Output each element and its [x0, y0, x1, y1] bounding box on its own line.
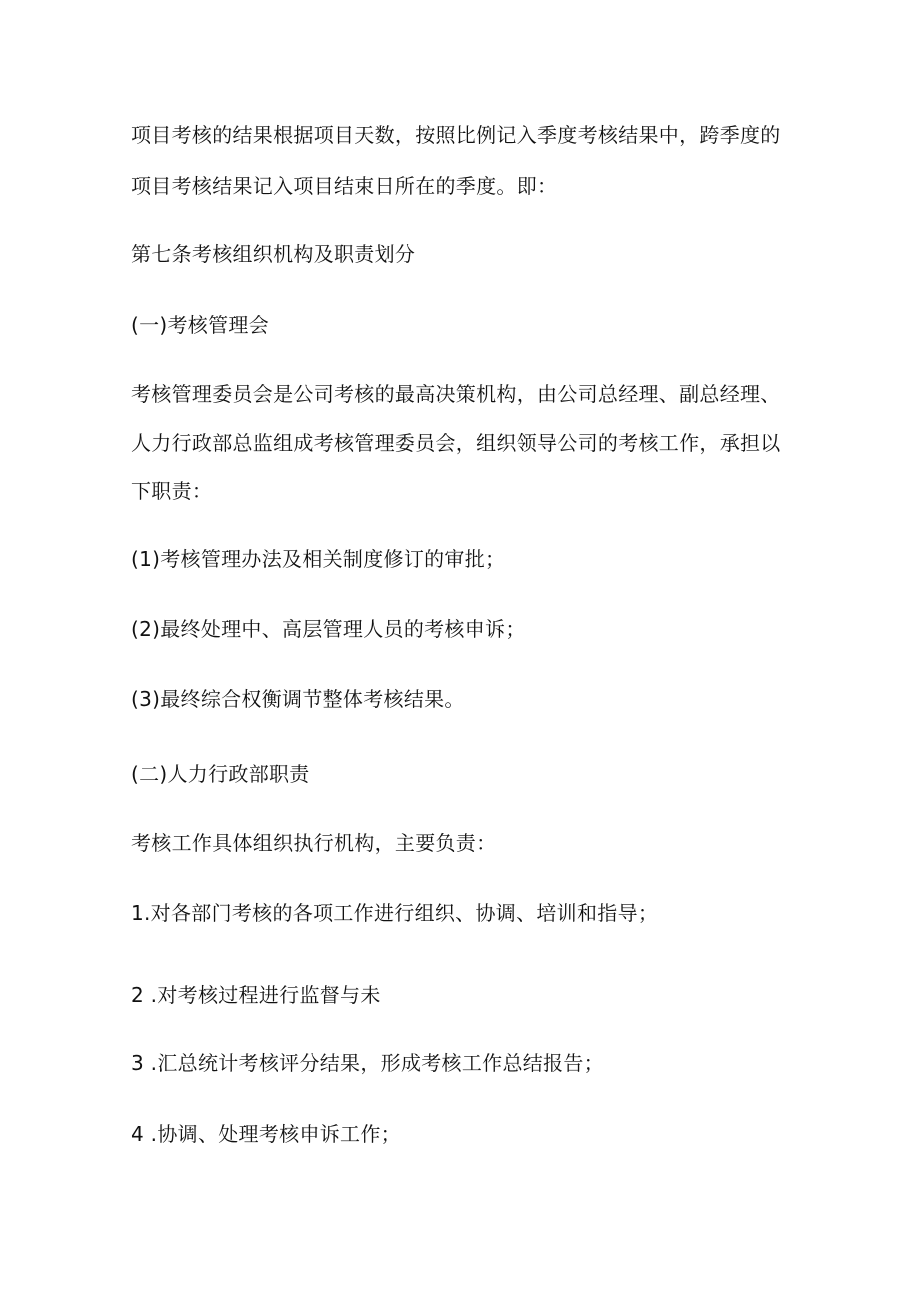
paragraph-line-4: 人力行政部总监组成考核管理委员会，组织领导公司的考核工作，承担以	[131, 431, 781, 455]
paragraph-line-3: 考核管理委员会是公司考核的最高决策机构，由公司总经理、副总经理、	[131, 382, 781, 406]
list-item-1: (1)考核管理办法及相关制度修订的审批；	[131, 547, 506, 571]
section-heading-2: (二)人力行政部职责	[131, 762, 310, 786]
paragraph-line-5: 下职责：	[131, 479, 213, 503]
paragraph-line-6: 考核工作具体组织执行机构，主要负责：	[131, 831, 497, 855]
numbered-item-2: 2 .对考核过程进行监督与未	[131, 983, 381, 1007]
article-heading: 第七条考核组织机构及职责划分	[131, 242, 416, 266]
numbered-item-1: 1.对各部门考核的各项工作进行组织、协调、培训和指导；	[131, 901, 659, 925]
paragraph-line-1: 项目考核的结果根据项目天数，按照比例记入季度考核结果中，跨季度的	[131, 123, 781, 147]
numbered-item-3: 3 .汇总统计考核评分结果，形成考核工作总结报告；	[131, 1051, 604, 1075]
section-heading-1: (一)考核管理会	[131, 313, 270, 337]
numbered-item-4: 4 .协调、处理考核申诉工作；	[131, 1122, 401, 1146]
list-item-2: (2)最终处理中、高层管理人员的考核申诉；	[131, 617, 526, 641]
list-item-3: (3)最终综合权衡调节整体考核结果。	[131, 687, 465, 711]
paragraph-line-2: 项目考核结果记入项目结束日所在的季度。即：	[131, 174, 558, 198]
